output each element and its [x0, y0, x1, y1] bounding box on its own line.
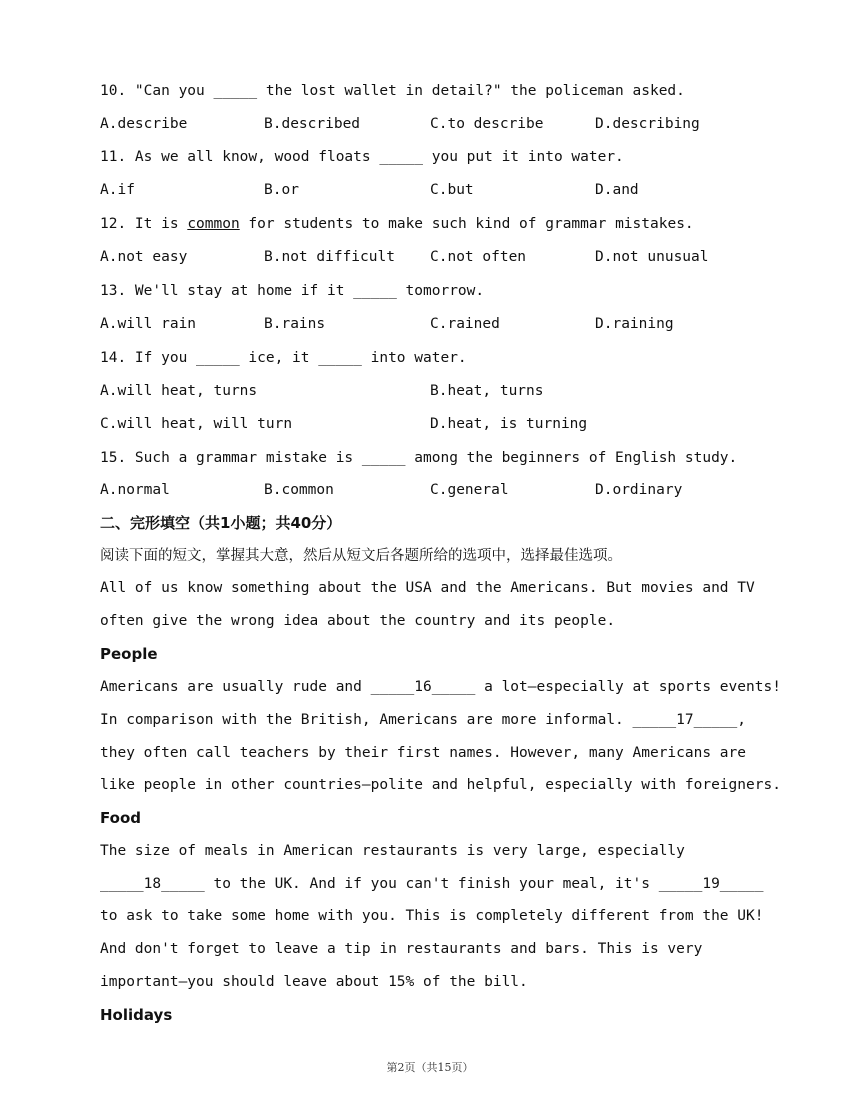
people-line-3: they often call teachers by their first names. However, many Americans are: [100, 745, 747, 761]
q11-option-d: D.and: [595, 182, 639, 198]
page-footer: 第2页（共15页）: [386, 1061, 474, 1074]
q14-option-b: B.heat, turns: [430, 383, 544, 399]
question-11-stem: 11. As we all know, wood floats _____ you put it into water.: [100, 149, 624, 165]
q12-option-b: B.not difficult: [264, 249, 395, 265]
people-line-1: Americans are usually rude and _____16_____ a lot—especially at sports events!: [100, 679, 781, 695]
food-line-5: important—you should leave about 15% of the bill.: [100, 974, 528, 990]
question-13-stem: 13. We'll stay at home if it _____ tomorrow.: [100, 283, 485, 299]
passage-intro-line-1: All of us know something about the USA and the Americans. But movies and TV: [100, 580, 755, 596]
q11-option-c: C.but: [430, 182, 474, 198]
q13-option-c: C.rained: [430, 316, 500, 332]
question-10-stem: 10. "Can you _____ the lost wallet in detail?" the policeman asked.: [100, 83, 685, 99]
q13-option-a: A.will rain: [100, 316, 197, 332]
question-15-stem: 15. Such a grammar mistake is _____ among the beginners of English study.: [100, 450, 738, 466]
q12-option-c: C.not often: [430, 249, 527, 265]
people-line-2: In comparison with the British, Americans are more informal. _____17_____,: [100, 712, 747, 728]
q10-option-a: A.describe: [100, 116, 188, 132]
q13-option-b: B.rains: [264, 316, 326, 332]
food-heading: Food: [100, 809, 141, 827]
q11-option-b: B.or: [264, 182, 299, 198]
food-line-2: _____18_____ to the UK. And if you can't finish your meal, it's _____19_____: [100, 876, 764, 892]
q15-option-a: A.normal: [100, 482, 170, 498]
q15-option-b: B.common: [264, 482, 334, 498]
people-line-4: like people in other countries—polite and helpful, especially with foreigners.: [100, 777, 781, 793]
q12-stem-post: for students to make such kind of grammar mistakes.: [239, 216, 694, 232]
holidays-heading: Holidays: [100, 1006, 173, 1024]
passage-intro-line-2: often give the wrong idea about the country and its people.: [100, 613, 616, 629]
q13-option-d: D.raining: [595, 316, 674, 332]
q12-option-a: A.not easy: [100, 249, 188, 265]
q10-option-b: B.described: [264, 116, 361, 132]
food-line-4: And don't forget to leave a tip in restaurants and bars. This is very: [100, 941, 703, 957]
q12-stem-pre: 12. It is: [100, 216, 188, 232]
q15-option-d: D.ordinary: [595, 482, 683, 498]
section-2-instruction: 阅读下面的短文，掌握其大意，然后从短文后各题所给的选项中，选择最佳选项。: [100, 548, 622, 564]
q12-underlined-word: common: [187, 216, 240, 232]
question-12-stem: [100, 214, 694, 234]
q14-option-a: A.will heat, turns: [100, 383, 258, 399]
q12-option-d: D.not unusual: [595, 249, 709, 265]
q14-option-d: D.heat, is turning: [430, 416, 588, 432]
q10-option-d: D.describing: [595, 116, 700, 132]
section-2-title: 二、完形填空（共1小题；共40分）: [100, 514, 342, 532]
q10-option-c: C.to describe: [430, 116, 544, 132]
q11-option-a: A.if: [100, 182, 135, 198]
food-line-1: The size of meals in American restaurants is very large, especially: [100, 843, 685, 859]
food-line-3: to ask to take some home with you. This is completely different from the UK!: [100, 908, 764, 924]
q14-option-c: C.will heat, will turn: [100, 416, 293, 432]
q15-option-c: C.general: [430, 482, 509, 498]
question-14-stem: 14. If you _____ ice, it _____ into water.: [100, 350, 467, 366]
people-heading: People: [100, 645, 158, 663]
